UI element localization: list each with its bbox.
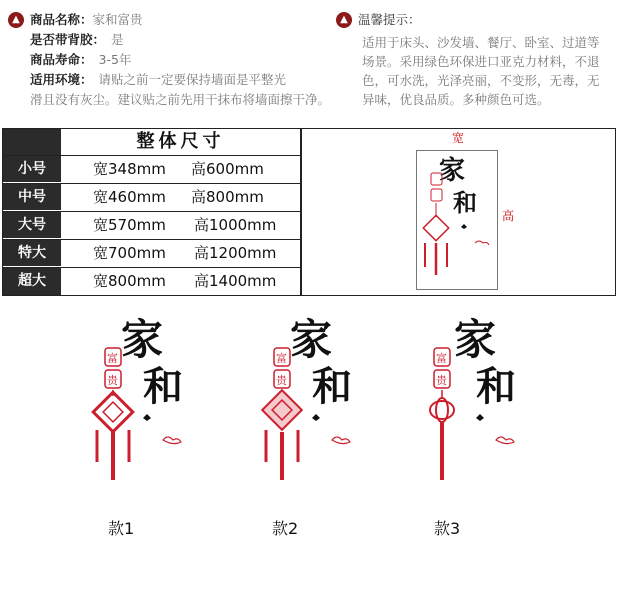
knot-loop: [430, 401, 454, 419]
table-row: [3, 183, 300, 210]
char-he: 和: [143, 363, 183, 410]
cloud-icon: [332, 437, 350, 444]
seal-box: [431, 189, 442, 201]
knot-diamond: [423, 215, 448, 240]
size-height: 高800mm: [191, 188, 264, 206]
cloud-icon: [496, 437, 514, 444]
env-row: [8, 70, 338, 90]
size-table: [2, 128, 301, 296]
char-jia: 家: [290, 315, 333, 364]
chevron-up-icon: ▲: [336, 12, 352, 28]
size-name: 特大: [3, 240, 61, 266]
table-row: [3, 239, 300, 266]
char-jia: 家: [121, 315, 164, 364]
preview-frame: [416, 150, 498, 290]
life-label: 商品寿命：: [30, 52, 93, 67]
product-name-value: 家和富贵: [92, 12, 143, 27]
tips-text: [336, 30, 612, 109]
cloud-icon: [475, 241, 489, 245]
seal-char: 富: [436, 352, 447, 365]
preview-char-1: 家: [439, 156, 466, 186]
table-row: [3, 155, 300, 182]
knot-diamond: [262, 390, 302, 430]
seal-char: 贵: [436, 374, 447, 387]
env-value-2: 滑且没有灰尘。建议贴之前先用干抹布将墙面擦干净。: [30, 92, 331, 107]
size-height: 高600mm: [191, 160, 264, 178]
dimension-preview: [301, 128, 616, 296]
size-name: 小号: [3, 156, 61, 182]
env-label: 适用环境：: [30, 72, 93, 87]
seal-char: 富: [107, 352, 118, 365]
tips-line: 场景。采用绿色环保进口亚克力材料，不退: [362, 54, 600, 69]
seal-char: 贵: [107, 374, 118, 387]
size-height: 高1400mm: [194, 272, 277, 290]
size-name: 大号: [3, 212, 61, 238]
butterfly-icon: [461, 224, 467, 229]
char-he: 和: [476, 363, 516, 410]
size-height: 高1200mm: [194, 244, 277, 262]
butterfly-icon: [476, 414, 484, 421]
size-name: 超大: [3, 268, 61, 295]
butterfly-icon: [143, 414, 151, 421]
style-3-artwork: [418, 312, 538, 512]
seal-char: 贵: [276, 374, 287, 387]
style-2-caption: 款2: [272, 519, 299, 538]
seal-char: 富: [276, 352, 287, 365]
life-value: 3-5年: [98, 52, 132, 67]
size-width: 宽348mm: [93, 160, 166, 178]
size-width: 宽460mm: [93, 188, 166, 206]
knot-diamond: [93, 392, 133, 432]
table-row: [3, 211, 300, 238]
table-row: [3, 267, 300, 295]
size-name: 中号: [3, 184, 61, 210]
cloud-icon: [163, 437, 181, 444]
env-value: 请贴之前一定要保持墙面是平整光: [98, 72, 287, 87]
tips-line: 异味，优良品质。多种颜色可选。: [362, 92, 550, 107]
backing-value: 是: [111, 32, 124, 47]
tips-title: 温馨提示：: [358, 12, 421, 27]
tips-panel: [336, 10, 612, 109]
product-info: [8, 10, 338, 110]
style-3-caption: 款3: [434, 519, 461, 538]
table-corner: [3, 129, 61, 155]
style-1-artwork: [85, 312, 205, 512]
env-row-2: [8, 90, 338, 110]
table-header: 整体尺寸: [136, 131, 225, 152]
size-width: 宽800mm: [93, 272, 166, 290]
backing-row: [8, 30, 338, 50]
style-1-caption: 款1: [108, 519, 135, 538]
product-name-row: [8, 10, 338, 30]
butterfly-icon: [312, 414, 320, 421]
tips-header: [336, 10, 612, 30]
preview-char-2: 和: [453, 188, 477, 217]
size-width: 宽570mm: [93, 216, 166, 234]
tips-line: 色，可水洗，光泽亮丽，不变形，无毒，无: [362, 73, 600, 88]
size-height: 高1000mm: [194, 216, 277, 234]
style-2-artwork: [258, 312, 378, 512]
chevron-up-icon: ▲: [8, 12, 24, 28]
life-row: [8, 50, 338, 70]
tips-line: 适用于床头、沙发墙、餐厅、卧室、过道等: [362, 35, 600, 50]
preview-artwork: [417, 151, 497, 289]
width-marker: 宽: [452, 131, 465, 145]
size-width: 宽700mm: [93, 244, 166, 262]
char-he: 和: [312, 363, 352, 410]
backing-label: 是否带背胶：: [30, 32, 106, 47]
height-marker: 高: [502, 209, 515, 223]
char-jia: 家: [454, 315, 497, 364]
product-name-label: 商品名称：: [30, 12, 93, 27]
